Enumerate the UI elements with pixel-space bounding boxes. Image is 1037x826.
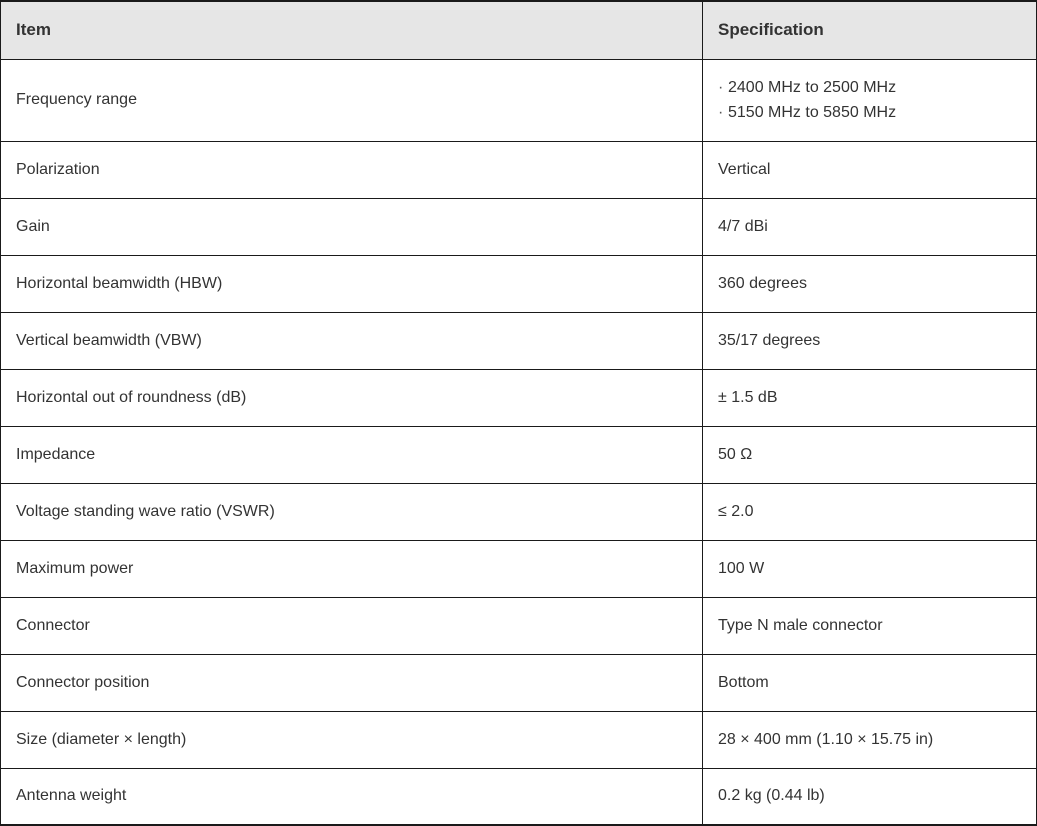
spec-cell: Bottom [703,654,1037,711]
table-row [1,141,1037,198]
list-item-text: 2400 MHz to 2500 MHz [728,79,897,96]
table-row [1,59,1037,141]
spec-cell: 360 degrees [703,255,1037,312]
table-row [1,255,1037,312]
list-item-text: 5150 MHz to 5850 MHz [728,104,897,121]
header-specification: Specification [703,1,1037,59]
spec-cell: 50 Ω [703,426,1037,483]
frequency-range-list [718,75,1021,125]
item-cell: Polarization [1,141,703,198]
spec-cell: 0.2 kg (0.44 lb) [703,768,1037,825]
table-header [1,1,1037,59]
spec-cell [703,59,1037,141]
table-row [1,597,1037,654]
spec-cell: 28 × 400 mm (1.10 × 15.75 in) [703,711,1037,768]
item-cell: Frequency range [1,59,703,141]
item-cell: Gain [1,198,703,255]
table-row [1,369,1037,426]
item-cell: Horizontal beamwidth (HBW) [1,255,703,312]
table-row [1,483,1037,540]
spec-cell: ± 1.5 dB [703,369,1037,426]
table-row [1,711,1037,768]
list-item [718,100,1021,125]
spec-cell: 4/7 dBi [703,198,1037,255]
bullet: · [718,79,724,96]
table-body [1,59,1037,825]
spec-cell: 35/17 degrees [703,312,1037,369]
item-cell: Connector [1,597,703,654]
list-item [718,75,1021,100]
item-cell: Size (diameter × length) [1,711,703,768]
table-row [1,768,1037,825]
table-row [1,540,1037,597]
spec-cell: Type N male connector [703,597,1037,654]
header-row [1,1,1037,59]
spec-cell: 100 W [703,540,1037,597]
table-row [1,312,1037,369]
table-row [1,198,1037,255]
table-row [1,426,1037,483]
item-cell: Antenna weight [1,768,703,825]
bullet: · [718,104,724,121]
item-cell: Impedance [1,426,703,483]
item-cell: Maximum power [1,540,703,597]
spec-cell: Vertical [703,141,1037,198]
item-cell: Connector position [1,654,703,711]
header-item: Item [1,1,703,59]
item-cell: Voltage standing wave ratio (VSWR) [1,483,703,540]
spec-cell: ≤ 2.0 [703,483,1037,540]
item-cell: Vertical beamwidth (VBW) [1,312,703,369]
table-row [1,654,1037,711]
item-cell: Horizontal out of roundness (dB) [1,369,703,426]
